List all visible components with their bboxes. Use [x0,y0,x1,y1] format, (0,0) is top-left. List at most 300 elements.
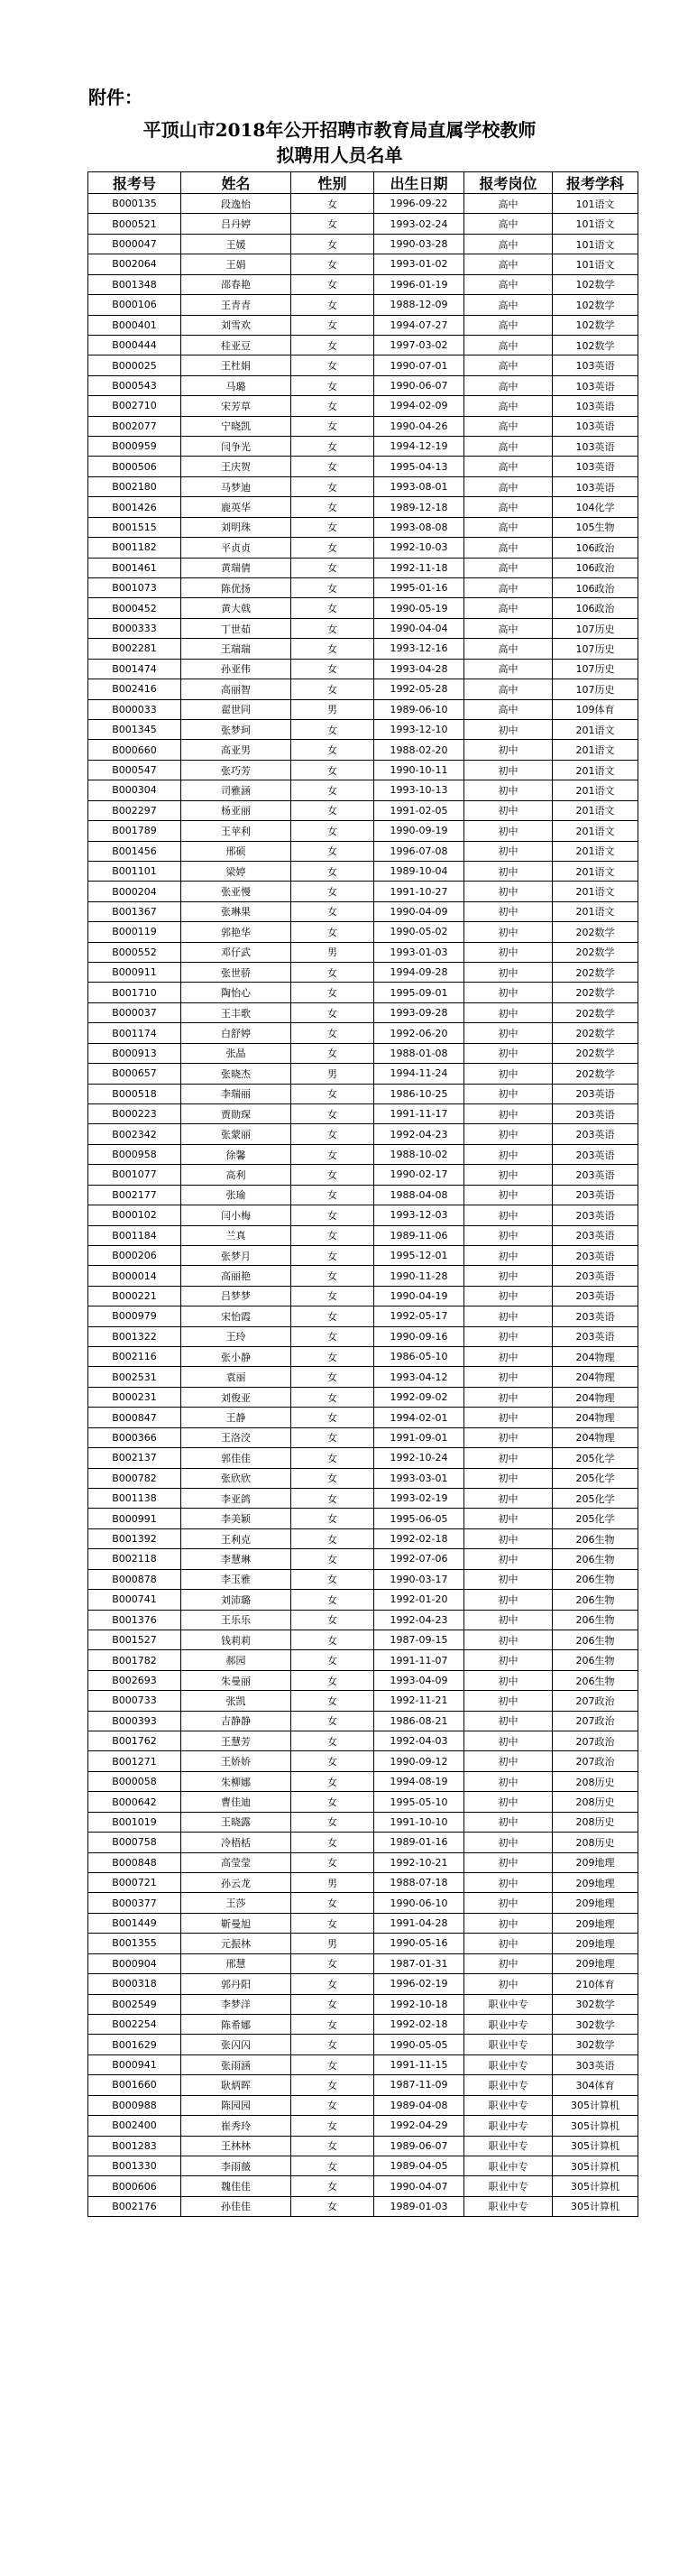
birth-date-cell: 1990-09-16 [374,1326,464,1346]
position-cell: 初中 [464,760,553,780]
subject-cell: 203英语 [553,1225,638,1245]
name-cell: 张晓杰 [181,1064,291,1084]
exam-number-cell: B000547 [88,760,181,780]
gender-cell: 女 [291,2176,374,2196]
exam-number-cell: B000452 [88,598,181,618]
name-cell: 郭佳佳 [181,1448,291,1468]
table-row [88,922,638,942]
subject-cell: 203英语 [553,1306,638,1326]
exam-number-cell: B000721 [88,1873,181,1893]
exam-number-cell: B000642 [88,1792,181,1812]
table-row [88,1812,638,1832]
exam-number-cell: B000991 [88,1509,181,1528]
table-row [88,1266,638,1286]
table-row [88,1306,638,1326]
name-cell: 邵春艳 [181,274,291,294]
subject-cell: 210体育 [553,1974,638,1994]
gender-cell: 女 [291,1245,374,1265]
table-row [88,2054,638,2074]
name-cell: 高亚男 [181,740,291,760]
name-cell: 张小静 [181,1347,291,1367]
table-row [88,1630,638,1649]
subject-cell: 106政治 [553,538,638,558]
birth-date-cell: 1993-01-03 [374,942,464,962]
position-cell: 初中 [464,1225,553,1245]
position-cell: 高中 [464,295,553,315]
position-cell: 初中 [464,1103,553,1123]
gender-cell: 女 [291,2095,374,2115]
gender-cell: 女 [291,841,374,861]
exam-number-cell: B001762 [88,1731,181,1751]
table-row [88,2116,638,2136]
subject-cell: 209地理 [553,1873,638,1893]
position-cell: 初中 [464,1711,553,1731]
gender-cell: 女 [291,821,374,841]
position-cell: 初中 [464,922,553,942]
subject-cell: 202数学 [553,1023,638,1043]
gender-cell: 女 [291,274,374,294]
subject-cell: 102数学 [553,335,638,355]
position-cell: 初中 [464,1468,553,1488]
gender-cell: 女 [291,1023,374,1043]
birth-date-cell: 1992-10-18 [374,1994,464,2014]
birth-date-cell: 1992-06-20 [374,1023,464,1043]
table-row [88,1873,638,1893]
gender-cell: 女 [291,1610,374,1630]
table-body [88,194,638,2217]
document-title: 平顶山市2018年公开招聘市教育局直属学校教师 [142,119,537,141]
birth-date-cell: 1991-11-15 [374,2054,464,2074]
subject-cell: 202数学 [553,922,638,942]
gender-cell: 女 [291,416,374,436]
gender-cell: 女 [291,375,374,395]
table-row [88,2014,638,2034]
exam-number-cell: B001629 [88,2035,181,2054]
exam-number-cell: B001660 [88,2075,181,2095]
subject-cell: 201语文 [553,901,638,921]
exam-number-cell: B000333 [88,618,181,638]
table-row [88,1974,638,1994]
exam-number-cell: B001426 [88,497,181,517]
exam-number-cell: B001348 [88,274,181,294]
table-row [88,719,638,739]
position-cell: 职业中专 [464,2095,553,2115]
gender-cell: 女 [291,2156,374,2175]
name-cell: 李梦洋 [181,1994,291,2014]
gender-cell: 女 [291,639,374,659]
name-cell: 张欣欣 [181,1468,291,1488]
subject-cell: 207政治 [553,1751,638,1771]
table-row [88,1751,638,1771]
name-cell: 张梦月 [181,1245,291,1265]
gender-cell: 女 [291,1124,374,1144]
birth-date-cell: 1987-01-31 [374,1953,464,1973]
birth-date-cell: 1994-09-28 [374,963,464,983]
position-cell: 高中 [464,194,553,214]
table-row [88,558,638,577]
exam-number-cell: B001077 [88,1165,181,1185]
name-cell: 马梦迪 [181,476,291,496]
birth-date-cell: 1992-10-21 [374,1852,464,1872]
name-cell: 曹佳迪 [181,1792,291,1812]
subject-cell: 104化学 [553,497,638,517]
birth-date-cell: 1995-01-16 [374,578,464,598]
subject-cell: 203英语 [553,1124,638,1144]
position-cell: 高中 [464,315,553,335]
name-cell: 闫小梅 [181,1205,291,1225]
birth-date-cell: 1987-11-09 [374,2075,464,2095]
subject-cell: 204物理 [553,1387,638,1407]
birth-date-cell: 1993-04-12 [374,1367,464,1387]
table-row [88,1144,638,1164]
subject-cell: 203英语 [553,1266,638,1286]
exam-number-cell: B000206 [88,1245,181,1265]
exam-number-cell: B000518 [88,1084,181,1103]
position-cell: 初中 [464,1367,553,1387]
position-cell: 初中 [464,1326,553,1346]
subject-cell: 203英语 [553,1286,638,1306]
subject-cell: 204物理 [553,1347,638,1367]
exam-number-cell: B001283 [88,2136,181,2156]
position-cell: 高中 [464,214,553,234]
gender-cell: 女 [291,396,374,416]
gender-cell: 男 [291,1064,374,1084]
gender-cell: 女 [291,983,374,1002]
table-row [88,1913,638,1933]
gender-cell: 女 [291,194,374,214]
position-cell: 高中 [464,476,553,496]
position-cell: 初中 [464,1528,553,1548]
exam-number-cell: B001073 [88,578,181,598]
subject-cell: 207政治 [553,1731,638,1751]
subject-cell: 107历史 [553,618,638,638]
subject-cell: 302数学 [553,1994,638,2014]
name-cell: 马璐 [181,375,291,395]
exam-number-cell: B001515 [88,517,181,537]
hiring-list-table [87,171,638,2217]
subject-cell: 305计算机 [553,2095,638,2115]
birth-date-cell: 1993-02-24 [374,214,464,234]
birth-date-cell: 1988-12-09 [374,295,464,315]
exam-number-cell: B000047 [88,234,181,254]
table-row [88,1569,638,1589]
name-cell: 袁丽 [181,1367,291,1387]
column-header-position: 报考岗位 [464,172,553,194]
position-cell: 初中 [464,963,553,983]
subject-cell: 203英语 [553,1205,638,1225]
gender-cell: 女 [291,1833,374,1852]
birth-date-cell: 1992-10-24 [374,1448,464,1468]
exam-number-cell: B001174 [88,1023,181,1043]
table-row [88,800,638,820]
exam-number-cell: B001376 [88,1610,181,1630]
table-row [88,1670,638,1690]
table-row [88,1205,638,1225]
birth-date-cell: 1996-02-19 [374,1974,464,1994]
birth-date-cell: 1993-04-09 [374,1670,464,1690]
gender-cell: 男 [291,942,374,962]
exam-number-cell: B000543 [88,375,181,395]
gender-cell: 女 [291,1205,374,1225]
exam-number-cell: B000106 [88,295,181,315]
table-row [88,457,638,476]
name-cell: 李雨薇 [181,2156,291,2175]
exam-number-cell: B001789 [88,821,181,841]
position-cell: 初中 [464,1084,553,1103]
birth-date-cell: 1991-02-05 [374,800,464,820]
name-cell: 翟世同 [181,699,291,719]
name-cell: 贾勋琛 [181,1103,291,1123]
gender-cell: 女 [291,295,374,315]
exam-number-cell: B001449 [88,1913,181,1933]
name-cell: 邢硕 [181,841,291,861]
table-row [88,598,638,618]
position-cell: 初中 [464,1893,553,1913]
position-cell: 初中 [464,1953,553,1973]
gender-cell: 女 [291,1670,374,1690]
birth-date-cell: 1992-04-23 [374,1124,464,1144]
exam-number-cell: B000657 [88,1064,181,1084]
exam-number-cell: B002710 [88,396,181,416]
subject-cell: 103英语 [553,437,638,457]
gender-cell: 女 [291,1751,374,1771]
subject-cell: 103英语 [553,375,638,395]
table-row [88,1347,638,1367]
gender-cell: 女 [291,2054,374,2074]
birth-date-cell: 1993-12-16 [374,639,464,659]
subject-cell: 102数学 [553,274,638,294]
subject-cell: 202数学 [553,1043,638,1063]
table-row [88,1245,638,1265]
table-row [88,2176,638,2196]
birth-date-cell: 1986-05-10 [374,1347,464,1367]
name-cell: 高莹莹 [181,1852,291,1872]
position-cell: 初中 [464,1266,553,1286]
name-cell: 陈优扬 [181,578,291,598]
table-row [88,416,638,436]
table-row [88,942,638,962]
subject-cell: 205化学 [553,1468,638,1488]
table-row [88,1185,638,1205]
birth-date-cell: 1992-11-18 [374,558,464,577]
position-cell: 职业中专 [464,1994,553,2014]
subject-cell: 305计算机 [553,2176,638,2196]
name-cell: 张雨涵 [181,2054,291,2074]
exam-number-cell: B000318 [88,1974,181,1994]
position-cell: 职业中专 [464,2196,553,2216]
exam-number-cell: B002116 [88,1347,181,1367]
position-cell: 高中 [464,598,553,618]
name-cell: 王利克 [181,1528,291,1548]
name-cell: 刘明珠 [181,517,291,537]
position-cell: 初中 [464,1731,553,1751]
exam-number-cell: B002297 [88,800,181,820]
subject-cell: 206生物 [553,1549,638,1569]
birth-date-cell: 1992-04-23 [374,1610,464,1630]
birth-date-cell: 1992-07-06 [374,1549,464,1569]
subject-cell: 101语文 [553,234,638,254]
gender-cell: 女 [291,476,374,496]
gender-cell: 女 [291,598,374,618]
gender-cell: 女 [291,760,374,780]
position-cell: 初中 [464,1023,553,1043]
subject-cell: 305计算机 [553,2156,638,2175]
table-row [88,194,638,214]
gender-cell: 女 [291,1691,374,1711]
exam-number-cell: B000959 [88,437,181,457]
table-row [88,1509,638,1528]
exam-number-cell: B002549 [88,1994,181,2014]
birth-date-cell: 1990-04-04 [374,618,464,638]
birth-date-cell: 1994-12-19 [374,437,464,457]
gender-cell: 女 [291,1489,374,1509]
gender-cell: 女 [291,315,374,335]
gender-cell: 女 [291,1408,374,1427]
table-row [88,1650,638,1670]
gender-cell: 女 [291,780,374,800]
exam-number-cell: B000552 [88,942,181,962]
exam-number-cell: B001184 [88,1225,181,1245]
birth-date-cell: 1991-11-17 [374,1103,464,1123]
name-cell: 王青青 [181,295,291,315]
birth-date-cell: 1989-04-05 [374,2156,464,2175]
position-cell: 初中 [464,780,553,800]
table-row [88,1064,638,1084]
exam-number-cell: B000304 [88,780,181,800]
subject-cell: 205化学 [553,1448,638,1468]
name-cell: 徐馨 [181,1144,291,1164]
position-cell: 初中 [464,861,553,881]
subject-cell: 206生物 [553,1670,638,1690]
birth-date-cell: 1992-04-29 [374,2116,464,2136]
table-row [88,1691,638,1711]
exam-number-cell: B001271 [88,1751,181,1771]
gender-cell: 女 [291,1286,374,1306]
name-cell: 宋怡霞 [181,1306,291,1326]
subject-cell: 101语文 [553,214,638,234]
birth-date-cell: 1996-01-19 [374,274,464,294]
table-row [88,396,638,416]
table-row [88,699,638,719]
table-row [88,1408,638,1427]
name-cell: 王瑞瑞 [181,639,291,659]
position-cell: 初中 [464,1043,553,1063]
birth-date-cell: 1992-02-18 [374,1528,464,1548]
exam-number-cell: B001138 [88,1489,181,1509]
name-cell: 孙云龙 [181,1873,291,1893]
table-row [88,1610,638,1630]
exam-number-cell: B000058 [88,1771,181,1791]
gender-cell: 女 [291,1771,374,1791]
subject-cell: 106政治 [553,558,638,577]
gender-cell: 女 [291,882,374,901]
birth-date-cell: 1992-05-17 [374,1306,464,1326]
position-cell: 高中 [464,457,553,476]
birth-date-cell: 1993-08-08 [374,517,464,537]
exam-number-cell: B000377 [88,1893,181,1913]
birth-date-cell: 1990-04-19 [374,1286,464,1306]
birth-date-cell: 1990-07-01 [374,355,464,375]
birth-date-cell: 1990-04-07 [374,2176,464,2196]
subject-cell: 106政治 [553,578,638,598]
name-cell: 兰真 [181,1225,291,1245]
exam-number-cell: B001019 [88,1812,181,1832]
position-cell: 职业中专 [464,2156,553,2175]
table-row [88,1427,638,1447]
position-cell: 初中 [464,841,553,861]
exam-number-cell: B000025 [88,355,181,375]
gender-cell: 女 [291,1893,374,1913]
exam-number-cell: B000741 [88,1590,181,1610]
position-cell: 高中 [464,396,553,416]
table-row [88,639,638,659]
subject-cell: 209地理 [553,1953,638,1973]
birth-date-cell: 1994-11-24 [374,1064,464,1084]
subject-cell: 202数学 [553,983,638,1002]
birth-date-cell: 1995-09-01 [374,983,464,1002]
exam-number-cell: B000506 [88,457,181,476]
table-row [88,437,638,457]
position-cell: 职业中专 [464,2054,553,2074]
position-cell: 高中 [464,618,553,638]
birth-date-cell: 1994-08-19 [374,1771,464,1791]
name-cell: 邢慧 [181,1953,291,1973]
name-cell: 李慧琳 [181,1549,291,1569]
birth-date-cell: 1986-10-25 [374,1084,464,1103]
name-cell: 高丽艳 [181,1266,291,1286]
name-cell: 司雅涵 [181,780,291,800]
name-cell: 陈园园 [181,2095,291,2115]
exam-number-cell: B001392 [88,1528,181,1548]
gender-cell: 女 [291,1002,374,1022]
position-cell: 高中 [464,517,553,537]
position-cell: 高中 [464,699,553,719]
exam-number-cell: B000444 [88,335,181,355]
gender-cell: 女 [291,1590,374,1610]
gender-cell: 女 [291,1650,374,1670]
subject-cell: 206生物 [553,1590,638,1610]
table-row [88,841,638,861]
gender-cell: 女 [291,659,374,679]
gender-cell: 女 [291,254,374,274]
exam-number-cell: B000758 [88,1833,181,1852]
position-cell: 初中 [464,1286,553,1306]
gender-cell: 女 [291,1144,374,1164]
subject-cell: 202数学 [553,942,638,962]
subject-cell: 203英语 [553,1103,638,1123]
gender-cell: 女 [291,861,374,881]
gender-cell: 女 [291,335,374,355]
name-cell: 王晓露 [181,1812,291,1832]
table-row [88,1084,638,1103]
position-cell: 高中 [464,639,553,659]
table-row [88,1528,638,1548]
gender-cell: 女 [291,679,374,699]
name-cell: 郭艳华 [181,922,291,942]
name-cell: 张梦珂 [181,719,291,739]
exam-number-cell: B002254 [88,2014,181,2034]
exam-number-cell: B001527 [88,1630,181,1649]
subject-cell: 101语文 [553,254,638,274]
position-cell: 初中 [464,821,553,841]
table-row [88,1994,638,2014]
subject-cell: 103英语 [553,396,638,416]
subject-cell: 202数学 [553,1002,638,1022]
exam-number-cell: B000904 [88,1953,181,1973]
gender-cell: 女 [291,538,374,558]
name-cell: 宁晓凯 [181,416,291,436]
birth-date-cell: 1990-10-11 [374,760,464,780]
